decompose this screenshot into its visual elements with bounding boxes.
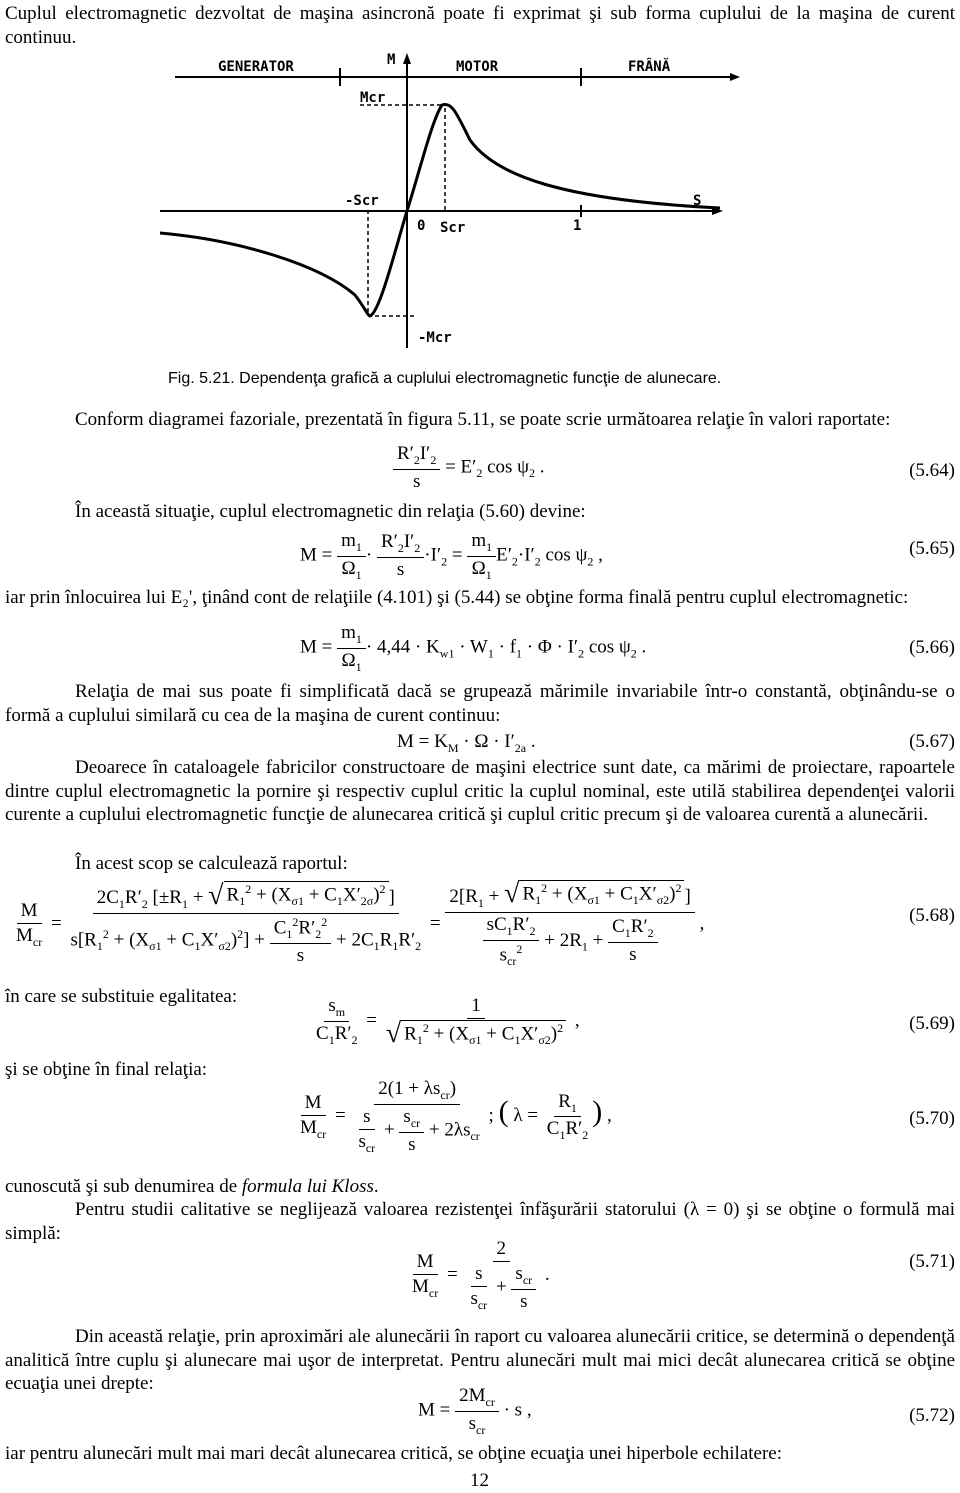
neg-mcr-label: -Mcr <box>418 330 452 346</box>
paragraph-4: Relaţia de mai sus poate fi simplificată dacă se grupează mărimile invariabile într-o constantă, obţinându-se o formă a cuplului similară cu cea de la maşina de curent continuu: <box>5 681 955 726</box>
equation-5-67: $M = K_M \cdot \Omega \cdot I'_{2a}$ . <box>397 731 536 755</box>
kloss-formula-emphasis: formula lui Kloss <box>241 1176 374 1197</box>
figure-caption: Fig. 5.21. Dependenţa grafică a cuplului electromagnetic funcţie de alunecare. <box>168 370 722 387</box>
zero-label: 0 <box>417 218 426 234</box>
frana-label: FRÂNĂ <box>628 59 671 75</box>
motor-label: MOTOR <box>456 59 499 75</box>
paragraph-9-end: . <box>373 1176 379 1197</box>
eqnum-5-65: (5.65) <box>909 538 955 559</box>
equation-5-72: M = $\frac{2M_{cr}}{s_{cr}}$ · s , <box>418 1385 532 1437</box>
paragraph-5: Deoarece în cataloagele fabricilor constructoare de maşini electrice sunt date, ca mărimi de proiectare, rapoartele dintre cuplul electromagnetic la pornire şi respectiv cuplul critic la cuplul nominal, este utilă stabilirea dependenţei valorii curente a cuplului electromagnetic funcţie de alunecarea critică şi cuplul critic precum şi de valoarea curentă a alunecării. <box>5 757 955 825</box>
equation-5-70: $\frac{M}{M_{cr}}$ = $2(1 + \lambda s_{cr})$ $\frac{s}{s_{cr}}$ + $\frac{s_{cr}}{s}$ + $2\lambda s_{cr}$ ; ( λ = $\frac{R_1}{C_1R'_2}$ ) , <box>300 1078 612 1155</box>
equation-5-71: $\frac{M}{M_{cr}}$ = 2 $\frac{s}{s_{cr}}$ + $\frac{s_{cr}}{s}$ . <box>412 1238 550 1312</box>
m-axis-label: M <box>387 52 396 68</box>
paragraph-12: iar pentru alunecări mult mai mari decât alunecarea critică, se obţine ecuaţia unei hiperbole echilatere: <box>5 1443 783 1464</box>
eqnum-5-70: (5.70) <box>909 1108 955 1129</box>
torque-slip-figure <box>160 50 740 360</box>
paragraph-1: Conform diagramei fazoriale, prezentată în figura 5.11, se poate scrie următoarea relaţie în valori raportate: <box>75 409 891 430</box>
paragraph-3: iar prin înlocuirea lui E₂', ţinând cont de relaţiile (4.101) şi (5.44) se obţine forma finală pentru cuplul electromagnetic: <box>5 587 909 608</box>
eqnum-5-68: (5.68) <box>909 905 955 926</box>
intro-paragraph: Cuplul electromagnetic dezvoltat de maşina asincronă poate fi exprimat şi sub forma cuplului de la maşina de curent continuu. <box>5 3 955 48</box>
mcr-label: Mcr <box>360 90 386 106</box>
equation-5-64: $\frac{R'_2I'_2}{s}$ = $E'_2$ $\cos \psi_2$ . <box>393 443 545 493</box>
eqnum-5-71: (5.71) <box>909 1251 955 1272</box>
scr-label: Scr <box>440 220 466 236</box>
eqnum-5-67: (5.67) <box>909 731 955 752</box>
eqnum-5-72: (5.72) <box>909 1405 955 1426</box>
paragraph-2: În această situaţie, cuplul electromagnetic din relaţia (5.60) devine: <box>75 501 586 522</box>
s-axis-label: S <box>693 193 702 209</box>
equation-5-69: $\frac{s_m}{C_1R'_2}$ = 1 √ $R_1^2 + (X_{\sigma 1} + C_1X'_{\sigma 2})^2$ , <box>316 995 580 1050</box>
paragraph-8: şi se obţine în final relaţia: <box>5 1059 208 1080</box>
generator-label: GENERATOR <box>218 59 294 75</box>
one-label: 1 <box>573 218 582 234</box>
equation-5-66: M = $\frac{m_1}{\Omega_1}$ · $4,44 \cdot K_{w1} \cdot W_1 \cdot f_1 \cdot \Phi \cdot I'_2$ $\cos \psi_2$ . <box>300 622 647 674</box>
paragraph-7: în care se substituie egalitatea: <box>5 986 238 1007</box>
equation-5-65: M = $\frac{m_1}{\Omega_1}$ · $\frac{R'_2I'_2}{s}$ $\cdot I'_2$ = $\frac{m_1}{\Omega_1}$ $E'_2\cdot I'_2$ $\cos \psi_2$ , <box>300 530 603 582</box>
equation-5-68: $\frac{M}{M_{cr}}$ = $2C_1R'_2$ [$\pm R_1$ + √ $R_1^2 + (X_{\sigma 1} + C_1X'_{2\sigma})^2$ ] $s[R_1^2 + (X_{\sigma 1} + C_1X'_{\sigma 2})^2]$ + $\frac{C_1^2R'_2^2}{s}$ + $2C_1R_1R'_2$ = $2[R_1$ + √ $R_1^2 + (X_{\sigma 1} + C_1X'_{\sigma 2})^2$ ] $\frac{sC_1R'_2}{s_{cr}^2}$ + $2R_1$ + $\frac{C_1R'_2}{s}$ , <box>16 878 705 968</box>
page-number: 12 <box>470 1470 489 1491</box>
eqnum-5-66: (5.66) <box>909 637 955 658</box>
paragraph-9 <box>5 1175 955 1199</box>
paragraph-9-text: cunoscută şi sub denumirea de <box>5 1176 242 1197</box>
eqnum-5-64: (5.64) <box>909 460 955 481</box>
neg-scr-label: -Scr <box>345 193 379 209</box>
paragraph-11: Din această relaţie, prin aproximări ale alunecării în raport cu valoarea alunecării critice, se determină o dependenţă analitică între cuplu şi alunecare mai uşor de interpretat. Pentru alunecări mult mai mici decât alunecarea critică se obţine ecuaţia unei drepte: <box>5 1326 955 1394</box>
eqnum-5-69: (5.69) <box>909 1013 955 1034</box>
paragraph-10: Pentru studii calitative se neglijează valoarea rezistenţei înfăşurării statorului (λ = 0) şi se obţine o formulă mai simplă: <box>5 1199 955 1244</box>
paragraph-6: În acest scop se calculează raportul: <box>75 853 348 874</box>
